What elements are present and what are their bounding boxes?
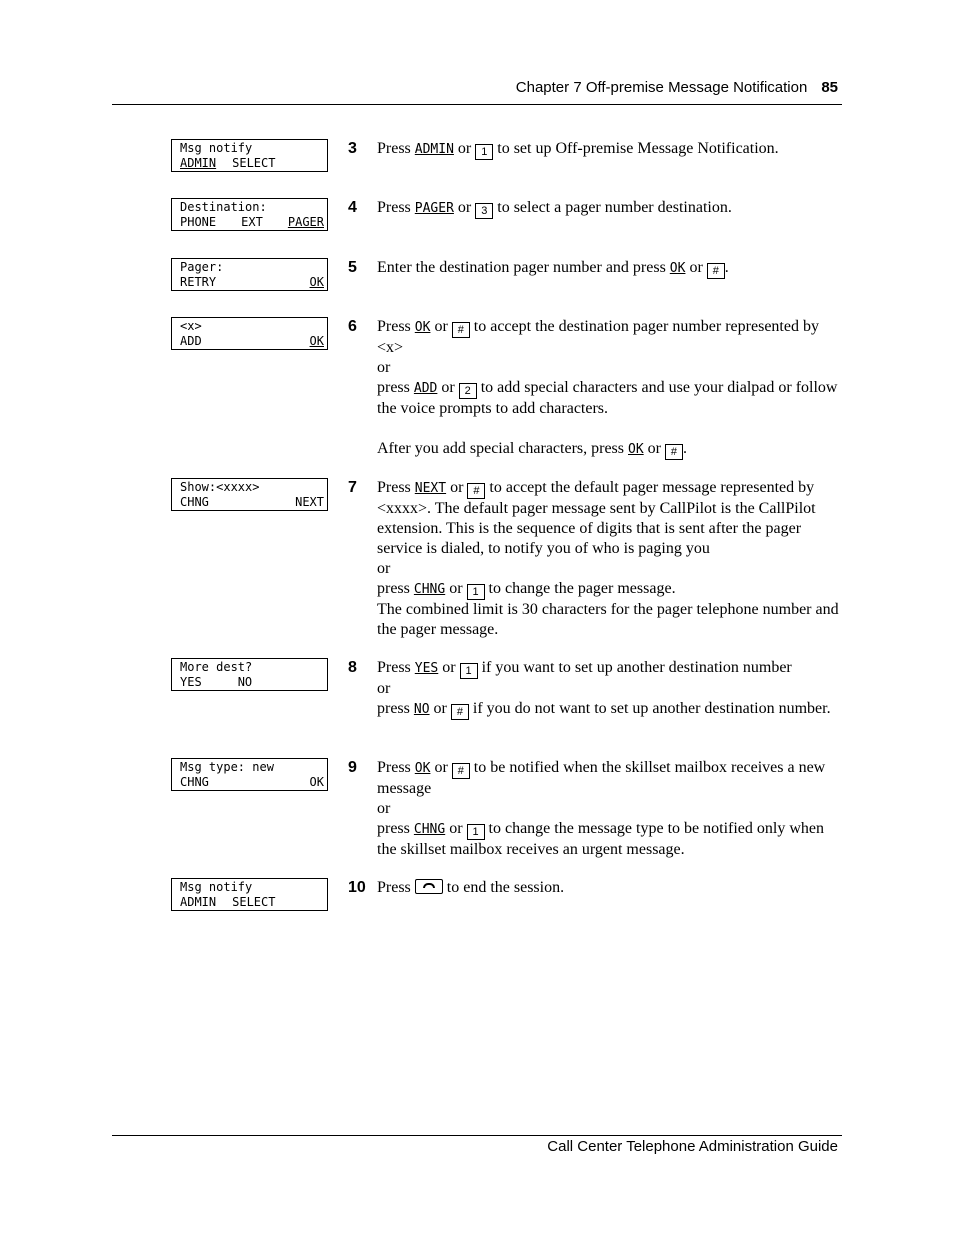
display-step-8 xyxy=(171,658,328,691)
softkey-ref: OK xyxy=(669,261,686,276)
softkey-ref: YES xyxy=(414,661,439,676)
softkey-add: ADD xyxy=(180,334,202,348)
softkey-retry: RETRY xyxy=(180,275,217,289)
display-step-4 xyxy=(171,198,328,231)
display-line1: <x> xyxy=(180,319,202,333)
release-key-icon xyxy=(415,879,443,894)
step-number: 10 xyxy=(348,879,366,896)
softkey-phone: PHONE xyxy=(180,215,217,229)
dialpad-key: 1 xyxy=(460,663,478,679)
display-line1: Show:<xxxx> xyxy=(180,480,260,494)
display-step-9 xyxy=(171,758,328,791)
display-step-6 xyxy=(171,317,328,350)
step-5-text: Enter the destination pager number and press OK or # . xyxy=(377,259,729,277)
softkey-ref: OK xyxy=(628,442,644,457)
softkey-yes: YES xyxy=(180,675,202,689)
step-8-text: Press YES or 1 if you want to set up another destination number or press NO or # if you do not want to set up another destination number. xyxy=(377,659,831,718)
dialpad-key: 1 xyxy=(467,584,485,600)
display-softkeys xyxy=(180,675,324,690)
display-step-7 xyxy=(171,478,328,511)
softkey-next: NEXT xyxy=(295,495,324,509)
step-10-text: Press to end the session. xyxy=(377,879,565,896)
softkey-ref: ADMIN xyxy=(414,142,454,157)
softkey-select: SELECT xyxy=(232,895,276,909)
softkey-ok: OK xyxy=(309,275,324,289)
softkey-ref: NO xyxy=(413,702,430,717)
dialpad-key: # xyxy=(707,263,725,279)
display-softkeys xyxy=(180,156,324,171)
display-step-10 xyxy=(171,878,328,911)
display-line1: Msg notify xyxy=(180,141,253,155)
chapter-title: Chapter 7 Off-premise Message Notification xyxy=(515,79,808,96)
step-number: 6 xyxy=(348,318,357,335)
softkey-ref: CHNG xyxy=(413,822,446,837)
header-rule xyxy=(112,104,842,105)
display-softkeys xyxy=(180,775,324,790)
softkey-ref: PAGER xyxy=(414,201,454,216)
step-4-text: Press PAGER or 3 to select a pager number destination. xyxy=(377,199,732,217)
softkey-ref: OK xyxy=(414,761,431,776)
step-6-text: Press OK or # to accept the destination pager number represented by <x> or press ADD or 2 to add special characters and use your dialpad or follow the voice prompts to add characters. After you add special characters, press OK or # . xyxy=(377,318,838,458)
softkey-ref: CHNG xyxy=(413,582,446,597)
step-7-text: Press NEXT or # to accept the default pager message represented by <xxxx>. The default pager message sent by CallPilot is the CallPilot extension. This is the sequence of digits that is sent after the pager service is dialed, to notify you of who is paging you or press CHNG or 1 to change the pager message. The combined limit is 30 characters for the pager telephone number and the pager message. xyxy=(377,479,839,638)
dialpad-key: 1 xyxy=(467,824,485,840)
softkey-select: SELECT xyxy=(232,156,276,170)
step-number: 4 xyxy=(348,199,357,216)
display-step-5 xyxy=(171,258,328,291)
display-softkeys xyxy=(180,895,324,910)
dialpad-key: 1 xyxy=(475,144,493,160)
running-header xyxy=(516,79,838,96)
display-softkeys xyxy=(180,275,324,290)
step-number: 5 xyxy=(348,259,357,276)
footer-rule xyxy=(112,1135,842,1136)
display-softkeys xyxy=(180,215,324,230)
dialpad-key: # xyxy=(451,704,469,720)
softkey-ok: OK xyxy=(309,334,324,348)
step-number: 3 xyxy=(348,140,357,157)
softkey-ref: OK xyxy=(414,320,431,335)
softkey-admin: ADMIN xyxy=(180,156,217,170)
softkey-no: NO xyxy=(237,675,253,689)
display-softkeys xyxy=(180,334,324,349)
softkey-ext: EXT xyxy=(241,215,263,229)
softkey-chng: CHNG xyxy=(180,495,209,509)
display-step-3 xyxy=(171,139,328,172)
dialpad-key: 3 xyxy=(475,203,493,219)
softkey-chng: CHNG xyxy=(180,775,209,789)
display-softkeys xyxy=(180,495,324,510)
softkey-ref: ADD xyxy=(413,381,438,396)
dialpad-key: # xyxy=(452,322,470,338)
display-line1: More dest? xyxy=(180,660,253,674)
softkey-pager: PAGER xyxy=(287,215,324,229)
softkey-admin: ADMIN xyxy=(180,895,217,909)
step-3-text: Press ADMIN or 1 to set up Off-premise Message Notification. xyxy=(377,140,779,158)
softkey-ok: OK xyxy=(309,775,324,789)
dialpad-key: # xyxy=(665,444,683,460)
page-number: 85 xyxy=(821,79,838,96)
dialpad-key: # xyxy=(452,763,470,779)
display-line1: Destination: xyxy=(180,200,267,214)
step-number: 8 xyxy=(348,659,357,676)
display-line1: Msg notify xyxy=(180,880,253,894)
display-line1: Pager: xyxy=(180,260,224,274)
dialpad-key: 2 xyxy=(459,383,477,399)
step-number: 7 xyxy=(348,479,357,496)
footer-title: Call Center Telephone Administration Guide xyxy=(547,1138,838,1155)
display-line1: Msg type: new xyxy=(180,760,274,774)
step-number: 9 xyxy=(348,759,357,776)
softkey-ref: NEXT xyxy=(414,481,447,496)
dialpad-key: # xyxy=(467,483,485,499)
step-9-text: Press OK or # to be notified when the skillset mailbox receives a new message or press CHNG or 1 to change the message type to be notified only when the skillset mailbox receives an urgent message. xyxy=(377,759,826,858)
